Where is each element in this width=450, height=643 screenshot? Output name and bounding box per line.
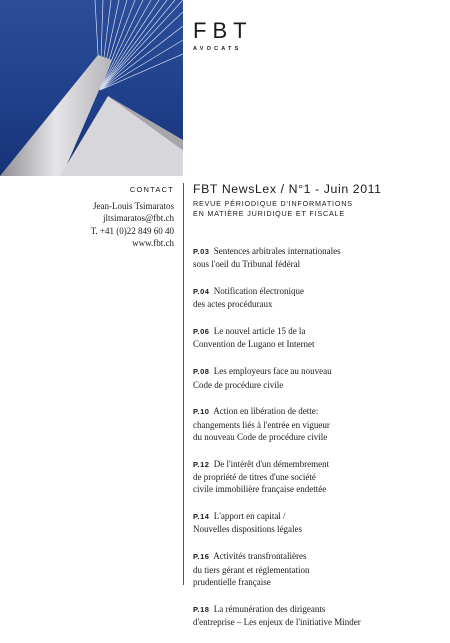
toc-item-line [193, 379, 443, 391]
toc-item-text: Les employeurs face au nouveau [213, 366, 332, 377]
toc-item-line [193, 483, 443, 495]
toc-item-line [193, 405, 443, 418]
toc-item-text: Le nouvel article 15 de la [213, 326, 306, 337]
toc-item[interactable] [193, 365, 443, 391]
toc-item-text: d'entreprise – Les enjeux de l'initiative Minder [193, 616, 361, 627]
toc-item[interactable] [193, 458, 443, 496]
toc-item-line [193, 510, 443, 523]
toc-item-text: du nouveau Code de procédure civile [193, 431, 328, 442]
toc-item-text: La rémunération des dirigeants [213, 603, 326, 614]
newsletter-title: FBT NewsLex / N°1 - Juin 2011 [193, 182, 382, 196]
toc-item-text: Activités transfrontalières [213, 551, 307, 562]
toc-page-number: P.06 [193, 327, 210, 337]
toc-item-line [193, 419, 443, 431]
toc-page-number: P.14 [193, 512, 210, 522]
newsletter-subtitle-1: REVUE PÉRIODIQUE D'INFORMATIONS [193, 199, 353, 208]
contact-label: CONTACT [129, 185, 174, 194]
toc-item-text: sous l'oeil du Tribunal fédéral [193, 259, 301, 270]
toc-item[interactable] [193, 285, 443, 311]
toc-item-text: civile immobilière française endettée [193, 484, 327, 495]
toc-item-line [193, 258, 443, 270]
toc-item-line [193, 603, 443, 616]
toc-page-number: P.08 [193, 367, 210, 377]
toc-item-text: prudentielle française [193, 576, 271, 587]
toc-item-line [193, 365, 443, 378]
toc-item-text: L'apport en capital / [213, 511, 286, 522]
toc-item-text: Convention de Lugano et Internet [193, 339, 315, 350]
toc-page-number: P.04 [193, 287, 210, 297]
toc-item[interactable] [193, 245, 443, 271]
toc-item-text: Notification électronique [213, 286, 304, 297]
toc-item-text: du tiers gérant et réglementation [193, 564, 310, 575]
toc-item-line [193, 298, 443, 310]
toc-item[interactable] [193, 550, 443, 588]
toc-item-line [193, 471, 443, 483]
cover-bridge-photo [0, 0, 183, 176]
toc-page-number: P.18 [193, 604, 210, 614]
toc-item-text: Action en libération de dette: [213, 406, 319, 417]
toc-page-number: P.10 [193, 407, 210, 417]
toc-item-line [193, 523, 443, 535]
toc-item-line [193, 576, 443, 588]
brand-logo [193, 20, 253, 52]
toc-item[interactable] [193, 510, 443, 536]
contact-phone: T. +41 (0)22 849 60 40 [90, 225, 174, 236]
toc-item-text: de propriété de titres d'une société [193, 472, 316, 483]
toc-item-line [193, 550, 443, 563]
toc-page-number: P.12 [193, 459, 210, 469]
toc-item[interactable] [193, 325, 443, 351]
newsletter-subtitle-2: EN MATIÈRE JURIDIQUE ET FISCALE [193, 208, 345, 218]
toc-item-line [193, 338, 443, 350]
table-of-contents [193, 245, 443, 643]
toc-item[interactable] [193, 603, 443, 629]
toc-item-line [193, 564, 443, 576]
contact-email[interactable]: jltsimaratos@fbt.ch [102, 213, 174, 224]
toc-item-line [193, 245, 443, 258]
brand-name: FBT [193, 18, 253, 43]
contact-block [4, 185, 174, 249]
toc-item-text: Code de procédure civile [193, 379, 284, 390]
toc-item-text: Nouvelles dispositions légales [193, 524, 302, 535]
toc-item-text: De l'intérêt d'un démembrement [213, 458, 330, 469]
contact-website[interactable]: www.fbt.ch [132, 237, 174, 248]
toc-item-line [193, 285, 443, 298]
column-divider [183, 183, 184, 585]
toc-item-line [193, 325, 443, 338]
toc-item-line [193, 458, 443, 471]
toc-page-number: P.16 [193, 552, 210, 562]
toc-item-line [193, 616, 443, 628]
toc-item-text: changements liés à l'entrée en vigueur [193, 419, 330, 430]
toc-item-line [193, 431, 443, 443]
toc-page-number: P.03 [193, 247, 210, 256]
newsletter-header [193, 182, 448, 218]
brand-subtitle: AVOCATS [193, 46, 242, 52]
contact-name: Jean-Louis Tsimaratos [93, 201, 174, 211]
toc-item-text: Sentences arbitrales internationales [213, 246, 341, 256]
toc-item-text: des actes procéduraux [193, 299, 273, 310]
toc-item[interactable] [193, 405, 443, 443]
